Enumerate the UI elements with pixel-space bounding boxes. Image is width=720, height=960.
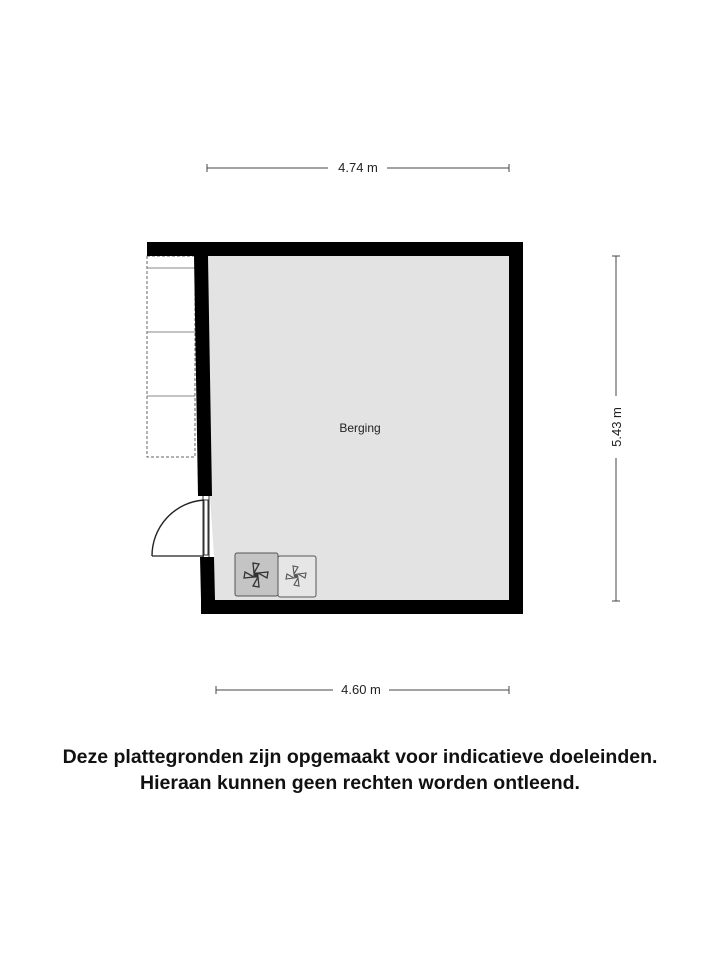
right-dimension-label: 5.43 m bbox=[609, 407, 624, 447]
bottom-dimension-label: 4.60 m bbox=[341, 682, 381, 697]
door bbox=[152, 496, 209, 557]
right-dimension bbox=[609, 256, 624, 601]
appliance-washer bbox=[278, 556, 316, 597]
exterior-area bbox=[147, 256, 195, 457]
appliance-dryer bbox=[235, 553, 278, 596]
top-dimension bbox=[207, 160, 509, 175]
disclaimer-line-2: Hieraan kunnen geen rechten worden ontleend. bbox=[140, 772, 580, 794]
room-label: Berging bbox=[339, 421, 381, 435]
top-dimension-label: 4.74 m bbox=[338, 160, 378, 175]
disclaimer bbox=[0, 744, 720, 796]
disclaimer-line-1: Deze plattegronden zijn opgemaakt voor indicatieve doeleinden. bbox=[62, 746, 658, 768]
bottom-dimension bbox=[216, 682, 509, 697]
